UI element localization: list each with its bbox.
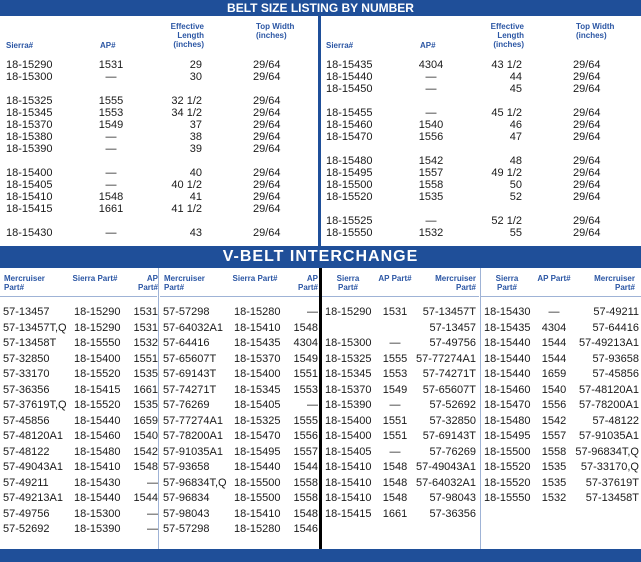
belt-header-ap: AP# <box>100 41 116 50</box>
vbelt-sierra-part: 18-15480 <box>484 415 531 427</box>
belt-header-width: Top Width (inches) <box>256 22 295 40</box>
vbelt-ap-part: 1548 <box>293 508 318 520</box>
belt-top-width: 29/64 <box>253 179 281 191</box>
vbelt-ap-part: 1555 <box>382 353 408 365</box>
vbelt-mercruiser-part: 57-49213A1 <box>3 492 63 504</box>
vbelt-header: AP Part# <box>297 274 318 292</box>
vbelt-mercruiser-part: 57-49756 <box>429 337 476 349</box>
vbelt-header: Mercruiser Part# <box>4 274 45 292</box>
vbelt-interchange-title: V-BELT INTERCHANGE <box>0 246 641 268</box>
belt-effective-length: 52 1/2 <box>491 215 522 227</box>
belt-effective-length: 50 <box>509 179 522 191</box>
vbelt-header: Sierra Part# <box>495 274 519 292</box>
vbelt-ap-part: — <box>548 306 560 318</box>
vbelt-sierra-part: 18-15410 <box>325 461 372 473</box>
belt-sierra-number: 18-15345 <box>6 107 53 119</box>
vbelt-sierra-part: 18-15500 <box>234 477 281 489</box>
footer-band <box>0 549 641 562</box>
vbelt-mercruiser-part: 57-49043A1 <box>416 461 476 473</box>
vbelt-ap-part: 1535 <box>133 399 158 411</box>
belt-sierra-number: 18-15450 <box>326 83 373 95</box>
vbelt-sierra-part: 18-15495 <box>234 446 281 458</box>
belt-ap-number: 1542 <box>418 155 444 167</box>
vbelt-sierra-part: 18-15495 <box>484 430 531 442</box>
belt-top-width: 29/64 <box>573 191 601 203</box>
belt-ap-number: — <box>105 131 117 143</box>
vbelt-mercruiser-part: 57-52692 <box>3 523 50 535</box>
vbelt-sierra-part: 18-15280 <box>234 306 281 318</box>
belt-top-width: 29/64 <box>253 119 281 131</box>
belt-sierra-number: 18-15435 <box>326 59 373 71</box>
vbelt-ap-part: 1548 <box>382 461 408 473</box>
vbelt-sierra-part: 18-15400 <box>325 430 372 442</box>
belt-ap-number: — <box>105 167 117 179</box>
vbelt-ap-part: 1540 <box>133 430 158 442</box>
vbelt-sierra-part: 18-15290 <box>74 322 121 334</box>
vbelt-mercruiser-part: 57-13457T <box>422 306 476 318</box>
vbelt-mercruiser-part: 57-74271T <box>422 368 476 380</box>
belt-top-width: 29/64 <box>573 119 601 131</box>
vbelt-column-divider <box>480 268 481 549</box>
vbelt-mercruiser-part: 57-93658 <box>163 461 210 473</box>
vbelt-mercruiser-part: 57-77274A1 <box>416 353 476 365</box>
vbelt-ap-part: — <box>147 508 158 520</box>
vbelt-mercruiser-part: 57-49211 <box>3 477 49 489</box>
vbelt-mercruiser-part: 57-96834T,Q <box>163 477 227 489</box>
vbelt-sierra-part: 18-15410 <box>325 477 372 489</box>
belt-header-sierra: Sierra# <box>6 41 34 50</box>
vbelt-header: Mercruiser Part# <box>164 274 205 292</box>
vbelt-ap-part: 1659 <box>133 415 158 427</box>
vbelt-ap-part: 1551 <box>382 415 408 427</box>
vbelt-mercruiser-part: 57-33170,Q <box>580 461 639 473</box>
belt-sierra-number: 18-15370 <box>6 119 53 131</box>
belt-ap-number: — <box>425 215 437 227</box>
vbelt-ap-part: 1556 <box>293 430 318 442</box>
belt-sierra-number: 18-15300 <box>6 71 53 83</box>
vbelt-sierra-part: 18-15300 <box>74 508 121 520</box>
vbelt-ap-part: 1548 <box>133 461 158 473</box>
vbelt-ap-part: 1544 <box>541 337 567 349</box>
belt-effective-length: 55 <box>509 227 522 239</box>
belt-sierra-number: 18-15390 <box>6 143 53 155</box>
vbelt-mercruiser-part: 57-65607T <box>163 353 217 365</box>
vbelt-sierra-part: 18-15325 <box>325 353 372 365</box>
vbelt-ap-part: — <box>389 446 401 458</box>
vbelt-mercruiser-part: 57-76269 <box>429 446 476 458</box>
vbelt-ap-part: 1551 <box>133 353 158 365</box>
vbelt-ap-part: 1531 <box>133 306 158 318</box>
belt-header-ap: AP# <box>420 41 436 50</box>
vbelt-sierra-part: 18-15415 <box>74 384 121 396</box>
belt-effective-length: 41 <box>189 191 202 203</box>
vbelt-ap-part: 1549 <box>293 353 318 365</box>
vbelt-ap-part: 1542 <box>133 446 158 458</box>
belt-sierra-number: 18-15290 <box>6 59 53 71</box>
vbelt-ap-part: 1551 <box>293 368 318 380</box>
belt-effective-length: 45 <box>509 83 522 95</box>
vbelt-sierra-part: 18-15410 <box>325 492 372 504</box>
vbelt-mercruiser-part: 57-96834T,Q <box>575 446 639 458</box>
vbelt-sierra-part: 18-15415 <box>325 508 372 520</box>
belt-sierra-number: 18-15460 <box>326 119 373 131</box>
belt-top-width: 29/64 <box>253 203 281 215</box>
vbelt-sierra-part: 18-15290 <box>74 306 121 318</box>
belt-ap-number: 1531 <box>98 59 124 71</box>
belt-top-width: 29/64 <box>573 167 601 179</box>
vbelt-ap-part: 1531 <box>382 306 408 318</box>
belt-effective-length: 48 <box>509 155 522 167</box>
vbelt-sierra-part: 18-15440 <box>234 461 281 473</box>
vbelt-sierra-part: 18-15500 <box>484 446 531 458</box>
belt-top-width: 29/64 <box>573 59 601 71</box>
vbelt-mercruiser-part: 57-98043 <box>163 508 210 520</box>
belt-ap-number: — <box>105 143 117 155</box>
belt-sierra-number: 18-15410 <box>6 191 53 203</box>
belt-effective-length: 30 <box>189 71 202 83</box>
vbelt-header-rule <box>0 296 157 297</box>
belt-ap-number: 1558 <box>418 179 444 191</box>
vbelt-header: AP Part# <box>378 274 412 283</box>
vbelt-sierra-part: 18-15520 <box>484 461 531 473</box>
vbelt-ap-part: — <box>307 306 318 318</box>
belt-ap-number: 1661 <box>98 203 124 215</box>
vbelt-ap-part: — <box>147 477 158 489</box>
vbelt-mercruiser-part: 57-52692 <box>429 399 476 411</box>
vbelt-ap-part: 1557 <box>293 446 318 458</box>
vbelt-ap-part: 1548 <box>293 322 318 334</box>
vbelt-sierra-part: 18-15440 <box>74 415 121 427</box>
vbelt-mercruiser-part: 57-77274A1 <box>163 415 223 427</box>
vbelt-header: Mercruiser Part# <box>594 274 635 292</box>
belt-top-width: 29/64 <box>573 107 601 119</box>
belt-sierra-number: 18-15380 <box>6 131 53 143</box>
vbelt-sierra-part: 18-15440 <box>484 337 531 349</box>
vbelt-header: Sierra Part# <box>336 274 360 292</box>
vbelt-ap-part: 1549 <box>382 384 408 396</box>
belt-top-width: 29/64 <box>253 59 281 71</box>
belt-effective-length: 47 <box>509 131 522 143</box>
vbelt-mercruiser-part: 57-32850 <box>429 415 476 427</box>
vbelt-ap-part: 1557 <box>541 430 567 442</box>
belt-effective-length: 38 <box>189 131 202 143</box>
belt-ap-number: — <box>425 83 437 95</box>
belt-sierra-number: 18-15525 <box>326 215 373 227</box>
belt-effective-length: 43 1/2 <box>491 59 522 71</box>
belt-sierra-number: 18-15455 <box>326 107 373 119</box>
belt-top-width: 29/64 <box>573 131 601 143</box>
belt-top-width: 29/64 <box>253 95 281 107</box>
vbelt-mercruiser-part: 57-57298 <box>163 306 210 318</box>
vbelt-mercruiser-part: 57-64416 <box>163 337 210 349</box>
belt-header-length: Effective Length (inches) <box>490 22 524 49</box>
vbelt-mercruiser-part: 57-57298 <box>163 523 210 535</box>
vbelt-ap-part: 1661 <box>133 384 158 396</box>
belt-effective-length: 32 1/2 <box>171 95 202 107</box>
vbelt-sierra-part: 18-15405 <box>234 399 281 411</box>
belt-header-width: Top Width (inches) <box>576 22 615 40</box>
belt-effective-length: 34 1/2 <box>171 107 202 119</box>
vbelt-mercruiser-part: 57-64032A1 <box>416 477 476 489</box>
vbelt-ap-part: 1535 <box>541 477 567 489</box>
vbelt-mercruiser-part: 57-13458T <box>3 337 57 349</box>
belt-sierra-number: 18-15495 <box>326 167 373 179</box>
vbelt-mercruiser-part: 57-91035A1 <box>163 446 223 458</box>
vbelt-mercruiser-part: 57-69143T <box>422 430 476 442</box>
vbelt-mercruiser-part: 57-49043A1 <box>3 461 63 473</box>
vbelt-mercruiser-part: 57-65607T <box>422 384 476 396</box>
belt-ap-number: — <box>105 71 117 83</box>
vbelt-ap-part: 1558 <box>293 477 318 489</box>
vbelt-sierra-part: 18-15440 <box>484 353 531 365</box>
vbelt-mercruiser-part: 57-49756 <box>3 508 50 520</box>
vbelt-sierra-part: 18-15440 <box>74 492 121 504</box>
vbelt-ap-part: 1544 <box>133 492 158 504</box>
vbelt-header-rule <box>481 296 641 297</box>
vbelt-center-divider <box>319 268 322 549</box>
vbelt-column-divider <box>158 268 159 549</box>
belt-top-width: 29/64 <box>573 71 601 83</box>
vbelt-sierra-part: 18-15280 <box>234 523 281 535</box>
vbelt-sierra-part: 18-15410 <box>74 461 121 473</box>
vbelt-sierra-part: 18-15370 <box>325 384 372 396</box>
belt-effective-length: 45 1/2 <box>491 107 522 119</box>
vbelt-sierra-part: 18-15300 <box>325 337 372 349</box>
vbelt-sierra-part: 18-15430 <box>74 477 121 489</box>
vbelt-mercruiser-part: 57-37619T <box>585 477 639 489</box>
vbelt-sierra-part: 18-15390 <box>325 399 372 411</box>
belt-sierra-number: 18-15430 <box>6 227 53 239</box>
vbelt-ap-part: 1544 <box>293 461 318 473</box>
belt-top-width: 29/64 <box>253 167 281 179</box>
belt-top-width: 29/64 <box>253 143 281 155</box>
belt-divider <box>318 16 321 246</box>
vbelt-header: AP Part# <box>137 274 158 292</box>
belt-effective-length: 40 1/2 <box>171 179 202 191</box>
vbelt-ap-part: 1661 <box>382 508 408 520</box>
vbelt-mercruiser-part: 57-45856 <box>592 368 639 380</box>
vbelt-sierra-part: 18-15405 <box>325 446 372 458</box>
belt-effective-length: 37 <box>189 119 202 131</box>
vbelt-ap-part: — <box>307 399 318 411</box>
belt-sierra-number: 18-15405 <box>6 179 53 191</box>
vbelt-sierra-part: 18-15440 <box>484 368 531 380</box>
vbelt-sierra-part: 18-15325 <box>234 415 281 427</box>
vbelt-mercruiser-part: 57-78200A1 <box>163 430 223 442</box>
belt-ap-number: 1540 <box>418 119 444 131</box>
vbelt-mercruiser-part: 57-36356 <box>3 384 50 396</box>
vbelt-sierra-part: 18-15400 <box>325 415 372 427</box>
belt-sierra-number: 18-15415 <box>6 203 53 215</box>
vbelt-ap-part: 1532 <box>541 492 567 504</box>
belt-ap-number: — <box>425 71 437 83</box>
vbelt-mercruiser-part: 57-37619T,Q <box>3 399 67 411</box>
vbelt-ap-part: — <box>389 337 401 349</box>
vbelt-mercruiser-part: 57-64416 <box>592 322 639 334</box>
belt-ap-number: 1557 <box>418 167 444 179</box>
belt-top-width: 29/64 <box>573 227 601 239</box>
vbelt-ap-part: 4304 <box>293 337 318 349</box>
vbelt-ap-part: 1659 <box>541 368 567 380</box>
belt-effective-length: 52 <box>509 191 522 203</box>
belt-ap-number: 1535 <box>418 191 444 203</box>
belt-header-length: Effective Length (inches) <box>170 22 204 49</box>
vbelt-mercruiser-part: 57-76269 <box>163 399 210 411</box>
vbelt-ap-part: 1542 <box>541 415 567 427</box>
vbelt-ap-part: 1546 <box>293 523 318 535</box>
vbelt-mercruiser-part: 57-33170 <box>3 368 50 380</box>
belt-top-width: 29/64 <box>253 71 281 83</box>
vbelt-mercruiser-part: 57-49211 <box>593 306 639 318</box>
vbelt-mercruiser-part: 57-49213A1 <box>579 337 639 349</box>
vbelt-sierra-part: 18-15550 <box>484 492 531 504</box>
vbelt-sierra-part: 18-15410 <box>234 508 281 520</box>
vbelt-mercruiser-part: 57-93658 <box>592 353 639 365</box>
belt-effective-length: 44 <box>509 71 522 83</box>
vbelt-sierra-part: 18-15520 <box>484 477 531 489</box>
belt-ap-number: 1532 <box>418 227 444 239</box>
belt-ap-number: — <box>105 227 117 239</box>
vbelt-ap-part: 1544 <box>541 353 567 365</box>
vbelt-sierra-part: 18-15470 <box>234 430 281 442</box>
belt-ap-number: 1548 <box>98 191 124 203</box>
belt-ap-number: 1549 <box>98 119 124 131</box>
vbelt-sierra-part: 18-15345 <box>234 384 281 396</box>
vbelt-mercruiser-part: 57-13457 <box>429 322 476 334</box>
belt-effective-length: 46 <box>509 119 522 131</box>
vbelt-header: Sierra Part# <box>232 274 278 283</box>
belt-sierra-number: 18-15500 <box>326 179 373 191</box>
vbelt-mercruiser-part: 57-69143T <box>163 368 217 380</box>
belt-sierra-number: 18-15325 <box>6 95 53 107</box>
vbelt-sierra-part: 18-15410 <box>234 322 281 334</box>
belt-top-width: 29/64 <box>253 107 281 119</box>
vbelt-sierra-part: 18-15400 <box>74 353 121 365</box>
belt-effective-length: 41 1/2 <box>171 203 202 215</box>
vbelt-mercruiser-part: 57-48122 <box>592 415 639 427</box>
belt-effective-length: 29 <box>189 59 202 71</box>
vbelt-sierra-part: 18-15290 <box>325 306 372 318</box>
vbelt-mercruiser-part: 57-13457 <box>3 306 50 318</box>
belt-sierra-number: 18-15480 <box>326 155 373 167</box>
belt-sierra-number: 18-15550 <box>326 227 373 239</box>
vbelt-ap-part: — <box>147 523 158 535</box>
vbelt-ap-part: 1551 <box>382 430 408 442</box>
vbelt-mercruiser-part: 57-96834 <box>163 492 210 504</box>
belt-ap-number: 1555 <box>98 95 124 107</box>
belt-ap-number: — <box>425 107 437 119</box>
belt-top-width: 29/64 <box>253 191 281 203</box>
belt-effective-length: 43 <box>189 227 202 239</box>
vbelt-mercruiser-part: 57-74271T <box>163 384 217 396</box>
vbelt-sierra-part: 18-15480 <box>74 446 121 458</box>
belt-ap-number: 4304 <box>418 59 444 71</box>
vbelt-mercruiser-part: 57-32850 <box>3 353 50 365</box>
vbelt-sierra-part: 18-15550 <box>74 337 121 349</box>
vbelt-mercruiser-part: 57-13457T,Q <box>3 322 67 334</box>
vbelt-ap-part: 1531 <box>133 322 158 334</box>
vbelt-ap-part: 1535 <box>541 461 567 473</box>
belt-sierra-number: 18-15440 <box>326 71 373 83</box>
vbelt-sierra-part: 18-15430 <box>484 306 531 318</box>
belt-top-width: 29/64 <box>573 179 601 191</box>
belt-sierra-number: 18-15400 <box>6 167 53 179</box>
belt-top-width: 29/64 <box>573 83 601 95</box>
vbelt-header-rule <box>322 296 479 297</box>
vbelt-header: AP Part# <box>537 274 571 283</box>
vbelt-sierra-part: 18-15520 <box>74 368 121 380</box>
vbelt-sierra-part: 18-15500 <box>234 492 281 504</box>
vbelt-sierra-part: 18-15470 <box>484 399 531 411</box>
vbelt-sierra-part: 18-15370 <box>234 353 281 365</box>
vbelt-mercruiser-part: 57-36356 <box>429 508 476 520</box>
vbelt-mercruiser-part: 57-48122 <box>3 446 50 458</box>
vbelt-ap-part: 1535 <box>133 368 158 380</box>
belt-ap-number: 1556 <box>418 131 444 143</box>
vbelt-ap-part: 1556 <box>541 399 567 411</box>
belt-ap-number: — <box>105 179 117 191</box>
vbelt-sierra-part: 18-15460 <box>74 430 121 442</box>
belt-top-width: 29/64 <box>573 155 601 167</box>
vbelt-ap-part: 1553 <box>382 368 408 380</box>
vbelt-mercruiser-part: 57-48120A1 <box>579 384 639 396</box>
vbelt-mercruiser-part: 57-91035A1 <box>579 430 639 442</box>
vbelt-sierra-part: 18-15400 <box>234 368 281 380</box>
belt-ap-number: 1553 <box>98 107 124 119</box>
belt-header-sierra: Sierra# <box>326 41 354 50</box>
vbelt-ap-part: 1555 <box>293 415 318 427</box>
vbelt-ap-part: 4304 <box>541 322 567 334</box>
vbelt-ap-part: 1558 <box>541 446 567 458</box>
vbelt-header-rule <box>160 296 319 297</box>
vbelt-mercruiser-part: 57-78200A1 <box>579 399 639 411</box>
vbelt-ap-part: 1548 <box>382 492 408 504</box>
vbelt-ap-part: 1548 <box>382 477 408 489</box>
belt-top-width: 29/64 <box>573 215 601 227</box>
vbelt-ap-part: 1540 <box>541 384 567 396</box>
vbelt-ap-part: — <box>389 399 401 411</box>
vbelt-mercruiser-part: 57-98043 <box>429 492 476 504</box>
vbelt-ap-part: 1558 <box>293 492 318 504</box>
vbelt-mercruiser-part: 57-48120A1 <box>3 430 63 442</box>
belt-size-title: BELT SIZE LISTING BY NUMBER <box>0 0 641 16</box>
belt-effective-length: 40 <box>189 167 202 179</box>
vbelt-sierra-part: 18-15435 <box>484 322 531 334</box>
vbelt-mercruiser-part: 57-45856 <box>3 415 50 427</box>
vbelt-mercruiser-part: 57-13458T <box>585 492 639 504</box>
vbelt-sierra-part: 18-15520 <box>74 399 121 411</box>
vbelt-ap-part: 1553 <box>293 384 318 396</box>
belt-effective-length: 49 1/2 <box>491 167 522 179</box>
belt-sierra-number: 18-15520 <box>326 191 373 203</box>
belt-top-width: 29/64 <box>253 131 281 143</box>
vbelt-sierra-part: 18-15460 <box>484 384 531 396</box>
vbelt-header: Sierra Part# <box>72 274 118 283</box>
vbelt-ap-part: 1532 <box>133 337 158 349</box>
vbelt-sierra-part: 18-15435 <box>234 337 281 349</box>
vbelt-mercruiser-part: 57-64032A1 <box>163 322 223 334</box>
belt-top-width: 29/64 <box>253 227 281 239</box>
belt-effective-length: 39 <box>189 143 202 155</box>
belt-sierra-number: 18-15470 <box>326 131 373 143</box>
vbelt-header: Mercruiser Part# <box>435 274 476 292</box>
vbelt-sierra-part: 18-15390 <box>74 523 121 535</box>
vbelt-sierra-part: 18-15345 <box>325 368 372 380</box>
